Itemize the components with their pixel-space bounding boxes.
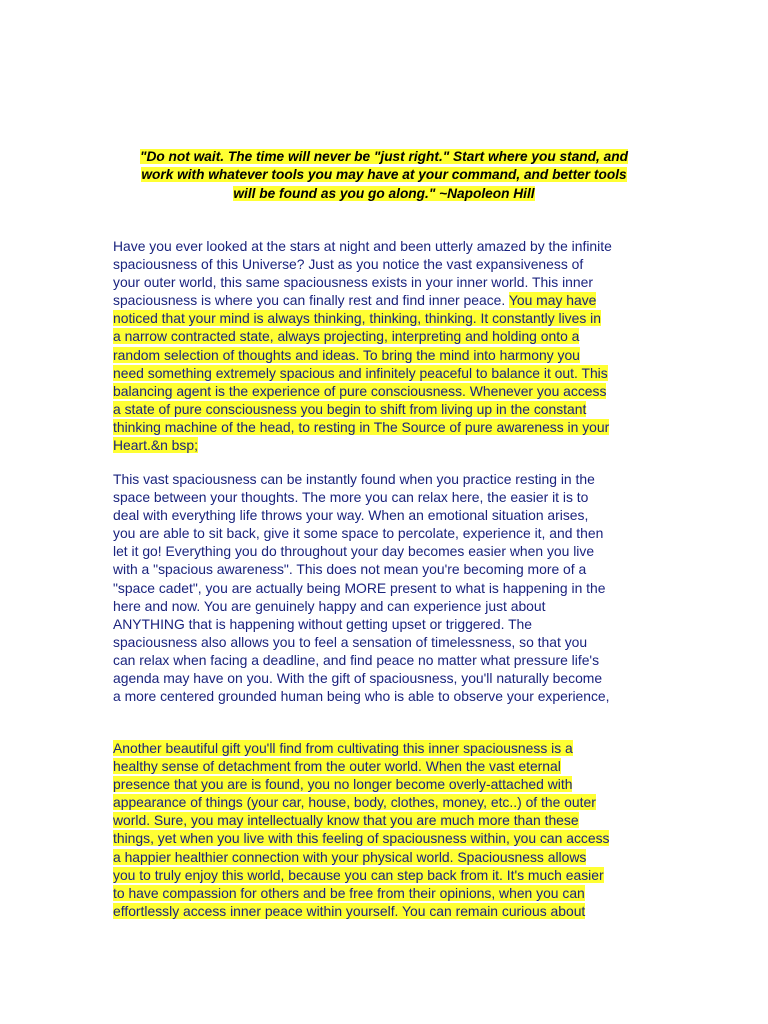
opening-quote [108, 148, 660, 203]
paragraph-line: a narrow contracted state, always projecting, interpreting and holding onto a [113, 328, 580, 345]
paragraph-line: to have compassion for others and be free from their opinions, when you can [113, 884, 585, 901]
quote-line: will be found as you go along." ~Napoleon Hill [233, 185, 535, 201]
paragraph-line: world. Sure, you may intellectually know that you are much more than these [113, 812, 579, 829]
paragraph-line: spaciousness of this Universe? Just as you notice the vast expansiveness of [113, 256, 584, 273]
paragraph-line: you to truly enjoy this world, because you can step back from it. It's much easier [113, 866, 604, 883]
paragraph-line: a happier healthier connection with your physical world. Spaciousness allows [113, 848, 587, 865]
paragraph-line: agenda may have on you. With the gift of spaciousness, you'll naturally become [113, 670, 603, 687]
paragraph-line: appearance of things (your car, house, body, clothes, money, etc..) of the outer [113, 794, 596, 811]
paragraph-line: Have you ever looked at the stars at night and been utterly amazed by the infinite [113, 238, 612, 254]
paragraph-line: presence that you are is found, you no longer become overly-attached with [113, 776, 573, 793]
paragraph-line: here and now. You are genuinely happy and can experience just about [113, 597, 546, 614]
paragraph-line: you are able to sit back, give it some space to percolate, experience it, and then [113, 525, 604, 542]
paragraph-line: random selection of thoughts and ideas. To bring the mind into harmony you [113, 346, 580, 363]
paragraph-line: "space cadet", you are actually being MORE present to what is happening in the [113, 579, 606, 596]
paragraph-line: space between your thoughts. The more you can relax here, the easier it is to [113, 489, 589, 506]
paragraph-detachment [113, 739, 653, 920]
paragraph-line: Heart.&n bsp; [113, 437, 198, 454]
paragraph-line: let it go! Everything you do throughout your day becomes easier when you live [113, 543, 595, 560]
paragraph-line: healthy sense of detachment from the outer world. When the vast eternal [113, 758, 561, 775]
paragraph-line: a state of pure consciousness you begin to shift from living up in the constant [113, 400, 587, 417]
paragraph-line: spaciousness also allows you to feel a sensation of timelessness, so that you [113, 633, 588, 650]
paragraph-stars-spaciousness [113, 237, 653, 454]
paragraph-line: your outer world, this same spaciousness exists in your inner world. This inner [113, 274, 593, 291]
paragraph-line: need something extremely spacious and infinitely peaceful to balance it out. This [113, 364, 608, 381]
paragraph-line: ANYTHING that is happening without getting upset or triggered. The [113, 615, 533, 632]
paragraph-line: things, yet when you live with this feeling of spaciousness within, you can access [113, 830, 610, 847]
paragraph-line: balancing agent is the experience of pure consciousness. Whenever you access [113, 382, 607, 399]
paragraph-line: with a "spacious awareness". This does not mean you're becoming more of a [113, 561, 587, 578]
paragraph-line: a more centered grounded human being who is able to observe your experience, [113, 688, 610, 705]
paragraph-line: thinking machine of the head, to resting in The Source of pure awareness in your [113, 418, 610, 435]
quote-line: work with whatever tools you may have at your command, and better tools [141, 167, 627, 183]
paragraph-line: Another beautiful gift you'll find from cultivating this inner spaciousness is a [113, 740, 573, 756]
paragraph-line: This vast spaciousness can be instantly found when you practice resting in the [113, 471, 595, 487]
paragraph-spacious-awareness [113, 470, 653, 705]
quote-line: "Do not wait. The time will never be "just right." Start where you stand, and [140, 149, 628, 164]
paragraph-line: noticed that your mind is always thinking, thinking, thinking. It constantly lives in [113, 310, 601, 327]
paragraph-line: spaciousness is where you can finally rest and find inner peace. You may have [113, 292, 597, 309]
paragraph-line: effortlessly access inner peace within yourself. You can remain curious about [113, 902, 586, 919]
paragraph-line: deal with everything life throws your way. When an emotional situation arises, [113, 507, 589, 524]
paragraph-line: can relax when facing a deadline, and find peace no matter what pressure life's [113, 651, 600, 668]
